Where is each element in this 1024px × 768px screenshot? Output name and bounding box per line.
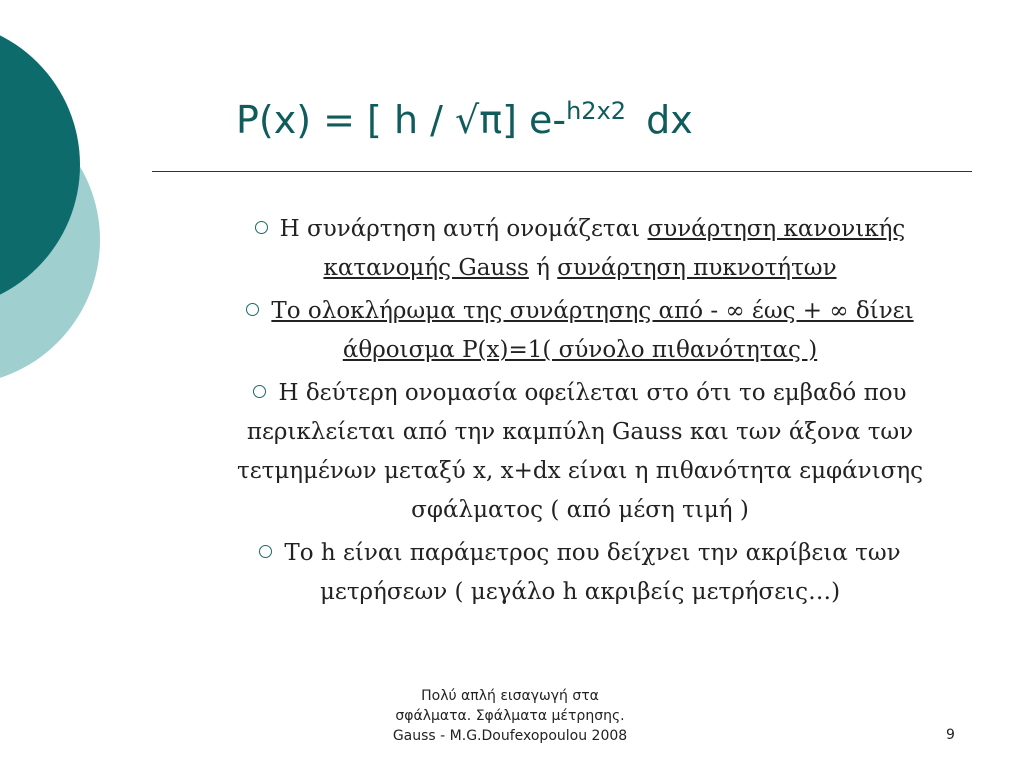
slide-footer [350,686,670,746]
bullet-circle-icon [255,221,268,234]
bullet-underlined-text: άθροισμα P(x)=1( σύνολο πιθανότητας ) [342,337,818,363]
bullet-line: σφάλματος ( από μέση τιμή ) [411,497,749,523]
bullet-underlined-term: συνάρτηση πυκνοτήτων [557,255,837,281]
bullet-line: τετμημένων μεταξύ x, x+dx είναι η πιθανότητα εμφάνισης [236,458,924,484]
bullet-underlined-term: κατανομής Gauss [323,255,529,281]
page-number: 9 [946,727,955,743]
bullet-line [200,292,960,331]
title-formula-end: dx [634,98,693,142]
bullet-line: περικλείεται από την καμπύλη Gauss και των άξονα των [246,419,914,445]
footer-line: σφάλματα. Σφάλματα μέτρησης. [395,708,625,724]
bullet-circle-icon [253,385,266,398]
bullet-text: Η δεύτερη ονομασία οφείλεται στο ότι το εμβαδό που [278,380,907,406]
bullet-underlined-term: συνάρτηση κανονικής [647,216,906,242]
bullet-line [200,249,960,288]
slide-title [236,98,693,144]
bullet-item [200,374,960,530]
bullet-item [200,534,960,612]
bullet-text: Η συνάρτηση αυτή ονομάζεται [279,216,648,242]
bullet-item [200,292,960,370]
footer-line: Πολύ απλή εισαγωγή στα [421,688,599,704]
bullet-line [200,374,960,413]
bullet-text: ή [528,255,558,281]
bullet-text: Το h είναι παράμετρος που δείχνει την ακρίβεια των [284,540,901,566]
title-formula-main: P(x) = [ h / √π] e- [236,98,567,142]
footer-line: Gauss - M.G.Doufexopoulou 2008 [392,728,628,744]
bullet-line [200,534,960,573]
bullet-circle-icon [246,303,259,316]
title-formula-superscript: h2x2 [566,97,627,125]
bullet-circle-icon [259,545,272,558]
title-divider [152,171,972,172]
bullet-line [200,210,960,249]
bullet-line: μετρήσεων ( μεγάλο h ακριβείς μετρήσεις…) [319,579,841,605]
bullet-item [200,210,960,288]
bullet-line [200,331,960,370]
bullet-list [200,210,960,616]
bullet-underlined-text: Το ολοκλήρωμα της συνάρτησης από - ∞ έως + ∞ δίνει [271,298,914,324]
